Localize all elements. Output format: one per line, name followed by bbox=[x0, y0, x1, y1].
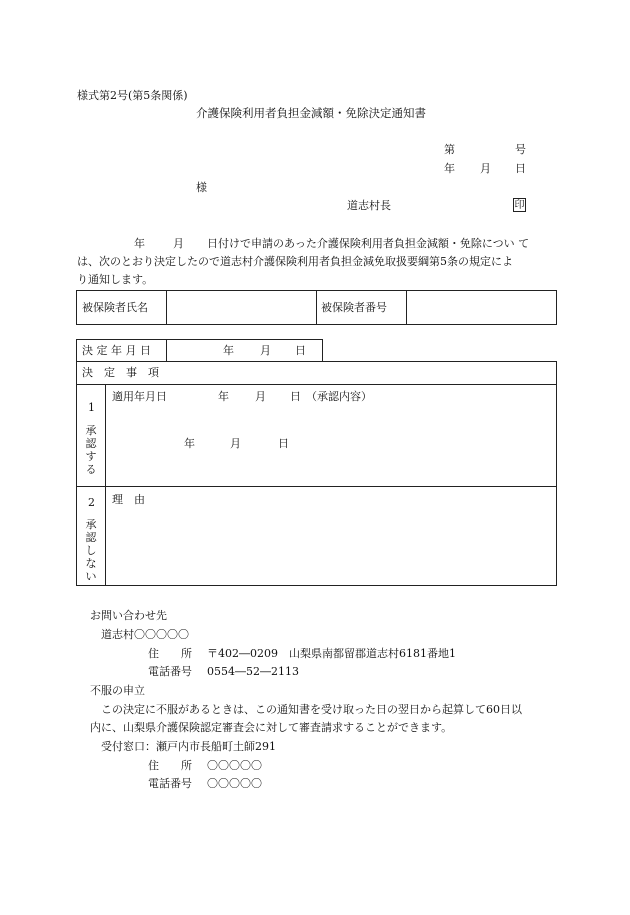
decision-day: 日 bbox=[295, 344, 306, 357]
reason-label: 理 由 bbox=[112, 493, 145, 506]
contact-heading: お問い合わせ先 bbox=[90, 609, 167, 622]
applied-date-year: 年 bbox=[218, 390, 229, 403]
approval-end-year: 年 bbox=[184, 437, 195, 450]
approval-end-day: 日 bbox=[278, 437, 289, 450]
decision-year: 年 bbox=[223, 344, 234, 357]
contact-office: 道志村〇〇〇〇〇 bbox=[101, 628, 189, 641]
issue-date-day: 日 bbox=[515, 162, 526, 175]
doc-number-prefix: 第 bbox=[444, 143, 455, 156]
applied-date-label: 適用年月日 bbox=[112, 390, 167, 403]
appeal-text-1: この決定に不服があるときは、この通知書を受け取った日の翌日から起算して60日以 bbox=[101, 703, 522, 716]
reject-number: 2 bbox=[88, 496, 95, 509]
applied-date-month: 月 bbox=[255, 390, 266, 403]
appeal-phone-value: 〇〇〇〇〇 bbox=[207, 777, 262, 790]
appeal-heading: 不服の申立 bbox=[90, 684, 145, 697]
appeal-address-label: 住 所 bbox=[148, 759, 192, 772]
approval-end-month: 月 bbox=[230, 437, 241, 450]
form-number: 様式第2号(第5条関係) bbox=[77, 89, 188, 102]
decision-date-label: 決 定 年 月 日 bbox=[82, 344, 151, 357]
decision-items-label: 決 定 事 項 bbox=[82, 366, 159, 379]
doc-number-suffix: 号 bbox=[515, 143, 526, 156]
insured-name-label: 被保険者氏名 bbox=[82, 301, 148, 314]
approval-content-label: （承認内容） bbox=[306, 390, 372, 403]
insured-number-label: 被保険者番号 bbox=[321, 301, 387, 314]
contact-address-label: 住 所 bbox=[148, 647, 192, 660]
approve-number: 1 bbox=[88, 401, 95, 414]
seal-mark: 印 bbox=[514, 200, 525, 211]
appeal-window: 受付窓口：瀬戸内市長船町土師291 bbox=[101, 740, 276, 753]
contact-phone-label: 電話番号 bbox=[148, 665, 192, 678]
body-year-label: 年 bbox=[134, 237, 145, 250]
issue-date-year: 年 bbox=[444, 162, 455, 175]
issue-date-month: 月 bbox=[480, 162, 491, 175]
contact-address-value: 〒402―0209 山梨県南都留郡道志村6181番地1 bbox=[207, 647, 456, 660]
recipient-honorific: 様 bbox=[196, 181, 207, 194]
document-title: 介護保険利用者負担金減額・免除決定通知書 bbox=[196, 106, 426, 120]
body-month-label: 月 bbox=[173, 237, 184, 250]
applied-date-day: 日 bbox=[290, 390, 301, 403]
contact-phone-value: 0554―52―2113 bbox=[207, 665, 299, 678]
appeal-text-2: 内に、山梨県介護保険認定審査会に対して審査請求することができます。 bbox=[90, 721, 453, 734]
body-line-1: 日付けで申請のあった介護保険利用者負担金減額・免除につい て bbox=[207, 237, 530, 250]
appeal-phone-label: 電話番号 bbox=[148, 777, 192, 790]
appeal-address-value: 〇〇〇〇〇 bbox=[207, 759, 262, 772]
decision-month: 月 bbox=[260, 344, 271, 357]
body-line-2: は、次のとおり決定したので道志村介護保険利用者負担金減免取扱要綱第5条の規定によ bbox=[77, 255, 513, 268]
body-line-3: り通知します。 bbox=[77, 273, 154, 286]
issuer-name: 道志村長 bbox=[347, 199, 391, 212]
reject-label: 承認しない bbox=[85, 518, 97, 583]
approve-label: 承認する bbox=[85, 424, 97, 476]
